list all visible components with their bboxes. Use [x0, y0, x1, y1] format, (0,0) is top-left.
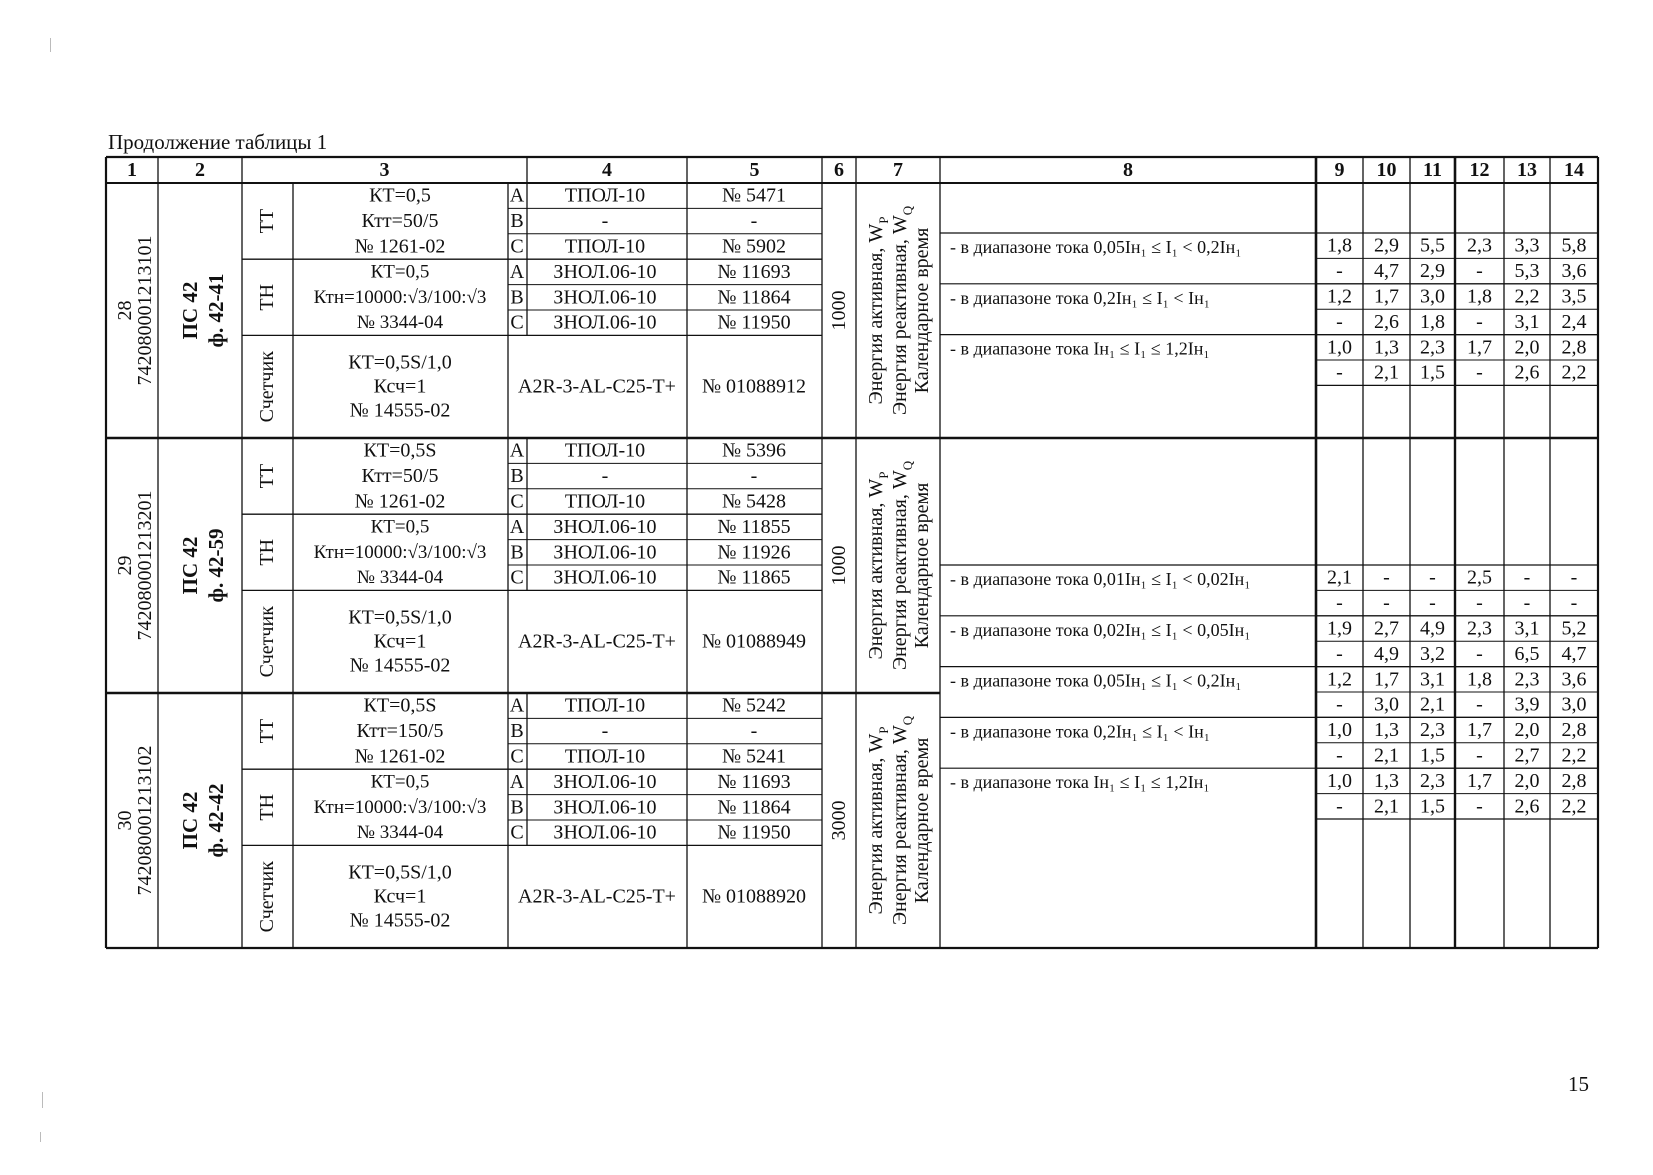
tt-type: -	[601, 720, 609, 743]
accuracy-value: 2,1	[1420, 693, 1445, 716]
row-number: 29	[114, 555, 136, 576]
accuracy-value: 4,9	[1420, 617, 1445, 640]
tt-type: ТПОЛ-10	[564, 745, 646, 768]
column-number: 2	[195, 159, 205, 181]
measure-active: Энергия активная, $W_P$	[865, 471, 891, 660]
accuracy-value: 2,2	[1561, 361, 1587, 384]
tt-serial: -	[750, 210, 758, 233]
accuracy-value: 2,0	[1514, 336, 1540, 359]
tn-label: ТН	[256, 793, 278, 821]
phase-letter: C	[510, 745, 524, 768]
accuracy-value: 5,8	[1561, 234, 1587, 257]
accuracy-value: 4,9	[1374, 642, 1399, 665]
measure-reactive: Энергия реактивная, $W_Q$	[889, 715, 915, 926]
meter-param: Ксч=1	[373, 375, 427, 398]
phase-letter: A	[509, 260, 525, 283]
phase-letter: C	[510, 311, 524, 334]
row-code: 742080001213101	[134, 235, 156, 386]
phase-letter: A	[509, 439, 525, 462]
row-number: 28	[114, 300, 136, 321]
row-number: 30	[114, 810, 136, 831]
column-number: 14	[1564, 159, 1584, 181]
accuracy-value: 1,0	[1327, 719, 1352, 742]
accuracy-value: -	[1570, 592, 1578, 615]
range-label: - в диапазоне тока 0,2Iн₁ ≤ I₁ < Iн₁	[950, 721, 1210, 742]
tn-serial: № 11864	[717, 286, 791, 309]
phase-letter: B	[510, 210, 524, 233]
accuracy-value: 5,2	[1561, 617, 1587, 640]
tt-serial: № 5241	[721, 745, 787, 768]
power-value: 3000	[828, 800, 850, 841]
range-label: - в диапазоне тока 0,05Iн₁ ≤ I₁ < 0,2Iн₁	[950, 670, 1242, 691]
accuracy-value: 1,7	[1374, 668, 1399, 691]
accuracy-value: 1,2	[1327, 668, 1352, 691]
accuracy-value: 2,8	[1561, 719, 1587, 742]
tn-param: № 3344-04	[356, 567, 444, 589]
accuracy-value: 2,9	[1420, 260, 1445, 283]
phase-letter: B	[510, 720, 524, 743]
accuracy-value: -	[1336, 795, 1343, 818]
accuracy-value: -	[1523, 566, 1531, 589]
tt-param: КТ=0,5S	[363, 694, 437, 717]
accuracy-value: 2,2	[1561, 744, 1587, 767]
column-number: 12	[1469, 159, 1490, 181]
meter-serial: № 01088920	[701, 885, 807, 908]
tt-type: -	[601, 465, 609, 488]
tn-serial: № 11926	[717, 541, 791, 564]
substation-name: ПС 42	[178, 791, 202, 850]
measure-reactive: Энергия реактивная, $W_Q$	[889, 460, 915, 671]
tt-type: ТПОЛ-10	[564, 235, 646, 258]
accuracy-value: 5,3	[1514, 260, 1540, 283]
accuracy-value: 1,8	[1420, 310, 1445, 333]
accuracy-value: 1,8	[1467, 285, 1492, 308]
phase-letter: C	[510, 821, 524, 844]
column-number: 3	[379, 159, 390, 181]
range-label: - в диапазоне тока 0,02Iн₁ ≤ I₁ < 0,05Iн₁	[950, 619, 1251, 640]
tt-param: КТ=0,5	[369, 184, 431, 207]
accuracy-value: 1,5	[1420, 744, 1445, 767]
accuracy-value: 2,9	[1374, 234, 1399, 257]
tt-param: Ктт=50/5	[361, 210, 439, 233]
accuracy-value: -	[1383, 592, 1390, 615]
accuracy-value: 2,3	[1467, 234, 1492, 257]
tn-type: ЗНОЛ.06-10	[553, 821, 657, 844]
meter-serial: № 01088949	[701, 630, 807, 653]
accuracy-value: 1,0	[1327, 769, 1352, 792]
accuracy-value: 1,9	[1327, 617, 1352, 640]
accuracy-value: -	[1336, 592, 1343, 615]
tt-param: № 1261-02	[354, 235, 446, 258]
column-number: 11	[1423, 159, 1442, 181]
meter-type: A2R-3-AL-C25-T+	[518, 375, 676, 398]
accuracy-value: 1,2	[1327, 285, 1352, 308]
power-value: 1000	[828, 290, 850, 331]
tn-type: ЗНОЛ.06-10	[553, 286, 657, 309]
column-number: 1	[127, 159, 137, 181]
column-number: 9	[1334, 159, 1345, 181]
phase-letter: A	[509, 770, 525, 793]
tn-type: ЗНОЛ.06-10	[553, 770, 657, 793]
tt-param: № 1261-02	[354, 490, 446, 513]
measure-active: Энергия активная, $W_P$	[865, 216, 891, 405]
tn-type: ЗНОЛ.06-10	[553, 515, 657, 538]
range-label: - в диапазоне тока 0,05Iн₁ ≤ I₁ < 0,2Iн₁	[950, 236, 1242, 257]
accuracy-value: 3,1	[1514, 617, 1540, 640]
power-value: 1000	[828, 545, 850, 586]
accuracy-value: 3,0	[1374, 693, 1399, 716]
accuracy-value: 2,4	[1561, 310, 1587, 333]
measure-time: Календарное время	[911, 482, 933, 649]
meter-serial: № 01088912	[701, 375, 807, 398]
meter-label: Счетчик	[256, 351, 278, 423]
tt-label: ТТ	[256, 718, 278, 744]
accuracy-value: 1,0	[1327, 336, 1352, 359]
tt-serial: № 5471	[721, 184, 787, 207]
tn-param: КТ=0,5	[370, 771, 430, 793]
accuracy-value: 1,5	[1420, 795, 1445, 818]
accuracy-value: -	[1570, 566, 1578, 589]
tn-serial: № 11864	[717, 796, 791, 819]
accuracy-value: 3,3	[1514, 234, 1540, 257]
accuracy-value: 4,7	[1561, 642, 1587, 665]
tn-param: № 3344-04	[356, 312, 444, 334]
substation-name: ПС 42	[178, 281, 202, 340]
meter-type: A2R-3-AL-C25-T+	[518, 630, 676, 653]
accuracy-value: 2,0	[1514, 719, 1540, 742]
accuracy-value: 3,0	[1561, 693, 1587, 716]
accuracy-value: 4,7	[1374, 260, 1399, 283]
accuracy-value: 1,7	[1467, 336, 1492, 359]
accuracy-value: 3,0	[1420, 285, 1445, 308]
accuracy-value: -	[1429, 592, 1436, 615]
accuracy-value: 3,1	[1514, 310, 1540, 333]
tn-serial: № 11865	[717, 566, 791, 589]
column-number: 13	[1517, 159, 1537, 181]
column-number: 10	[1376, 159, 1397, 181]
phase-letter: B	[510, 541, 524, 564]
range-label: - в диапазоне тока Iн₁ ≤ I₁ ≤ 1,2Iн₁	[950, 338, 1210, 359]
accuracy-value: -	[1476, 744, 1483, 767]
column-number: 6	[834, 159, 844, 181]
column-number: 4	[602, 159, 612, 181]
measure-reactive: Энергия реактивная, $W_Q$	[889, 205, 915, 416]
tt-type: -	[601, 210, 609, 233]
tn-type: ЗНОЛ.06-10	[553, 541, 657, 564]
accuracy-value: 2,3	[1467, 617, 1492, 640]
accuracy-value: 3,6	[1561, 260, 1587, 283]
range-label: - в диапазоне тока 0,2Iн₁ ≤ I₁ < Iн₁	[950, 287, 1210, 308]
accuracy-value: 1,3	[1374, 336, 1399, 359]
accuracy-value: 2,7	[1374, 617, 1399, 640]
phase-letter: A	[509, 515, 525, 538]
accuracy-value: 2,8	[1561, 769, 1587, 792]
meter-label: Счетчик	[256, 861, 278, 933]
phase-letter: C	[510, 490, 524, 513]
measure-time: Календарное время	[911, 737, 933, 904]
accuracy-value: -	[1336, 260, 1343, 283]
accuracy-value: 1,8	[1467, 668, 1492, 691]
meter-label: Счетчик	[256, 606, 278, 678]
tn-param: Ктн=10000:√3/100:√3	[313, 541, 487, 563]
accuracy-value: 2,1	[1374, 795, 1399, 818]
accuracy-value: 2,3	[1420, 719, 1445, 742]
tn-type: ЗНОЛ.06-10	[553, 311, 657, 334]
accuracy-value: 3,6	[1561, 668, 1587, 691]
accuracy-value: -	[1476, 795, 1483, 818]
accuracy-value: 3,9	[1514, 693, 1540, 716]
meter-param: КТ=0,5S/1,0	[348, 861, 452, 884]
accuracy-value: 1,7	[1467, 719, 1492, 742]
accuracy-value: -	[1476, 310, 1483, 333]
accuracy-value: 3,5	[1561, 285, 1587, 308]
meter-param: КТ=0,5S/1,0	[348, 351, 452, 374]
accuracy-value: 2,3	[1420, 769, 1445, 792]
phase-letter: A	[509, 184, 525, 207]
accuracy-value: -	[1336, 361, 1343, 384]
column-number: 7	[893, 159, 903, 181]
accuracy-value: 2,1	[1374, 744, 1399, 767]
feeder-name: ф. 42-59	[204, 528, 228, 603]
tn-param: Ктн=10000:√3/100:√3	[313, 796, 487, 818]
meter-type: A2R-3-AL-C25-T+	[518, 885, 676, 908]
accuracy-value: 3,1	[1420, 668, 1445, 691]
tn-serial: № 11950	[717, 821, 791, 844]
tn-type: ЗНОЛ.06-10	[553, 796, 657, 819]
accuracy-value: 2,2	[1561, 795, 1587, 818]
accuracy-value: -	[1336, 642, 1343, 665]
tt-param: КТ=0,5S	[363, 439, 437, 462]
tt-serial: № 5902	[721, 235, 787, 258]
accuracy-value: 2,6	[1374, 310, 1399, 333]
tt-label: ТТ	[256, 208, 278, 234]
phase-letter: B	[510, 286, 524, 309]
substation-name: ПС 42	[178, 536, 202, 595]
accuracy-value: 2,1	[1374, 361, 1399, 384]
accuracy-value: -	[1336, 693, 1343, 716]
meter-param: КТ=0,5S/1,0	[348, 606, 452, 629]
accuracy-value: 5,5	[1420, 234, 1445, 257]
meter-param: Ксч=1	[373, 885, 427, 908]
meter-param: № 14555-02	[349, 909, 451, 932]
tn-type: ЗНОЛ.06-10	[553, 566, 657, 589]
tt-serial: -	[750, 720, 758, 743]
tn-serial: № 11693	[717, 260, 791, 283]
accuracy-value: 2,3	[1420, 336, 1445, 359]
accuracy-value: 2,2	[1514, 285, 1540, 308]
accuracy-value: 6,5	[1514, 642, 1540, 665]
phase-letter: A	[509, 694, 525, 717]
tt-serial: -	[750, 465, 758, 488]
column-number: 8	[1123, 159, 1133, 181]
tt-serial: № 5428	[721, 490, 787, 513]
tn-label: ТН	[256, 283, 278, 311]
tn-type: ЗНОЛ.06-10	[553, 260, 657, 283]
row-code: 742080001213102	[134, 745, 156, 896]
tn-label: ТН	[256, 538, 278, 566]
tt-param: № 1261-02	[354, 745, 446, 768]
row-code: 742080001213201	[134, 490, 156, 641]
tn-serial: № 11950	[717, 311, 791, 334]
tt-param: Ктт=50/5	[361, 465, 439, 488]
tn-param: КТ=0,5	[370, 261, 430, 283]
tt-serial: № 5396	[721, 439, 787, 462]
accuracy-value: 1,5	[1420, 361, 1445, 384]
phase-letter: B	[510, 465, 524, 488]
accuracy-value: -	[1336, 744, 1343, 767]
tn-param: № 3344-04	[356, 822, 444, 844]
accuracy-value: -	[1476, 693, 1483, 716]
tn-serial: № 11693	[717, 770, 791, 793]
meter-param: № 14555-02	[349, 399, 451, 422]
range-label: - в диапазоне тока Iн₁ ≤ I₁ ≤ 1,2Iн₁	[950, 772, 1210, 793]
accuracy-value: -	[1476, 592, 1483, 615]
phase-letter: C	[510, 235, 524, 258]
accuracy-value: -	[1476, 260, 1483, 283]
tt-type: ТПОЛ-10	[564, 439, 646, 462]
range-label: - в диапазоне тока 0,01Iн₁ ≤ I₁ < 0,02Iн₁	[950, 568, 1251, 589]
accuracy-value: 2,0	[1514, 769, 1540, 792]
accuracy-value: 2,5	[1467, 566, 1492, 589]
meter-param: Ксч=1	[373, 630, 427, 653]
accuracy-value: 1,3	[1374, 719, 1399, 742]
phase-letter: B	[510, 796, 524, 819]
tt-serial: № 5242	[721, 694, 787, 717]
tt-label: ТТ	[256, 463, 278, 489]
accuracy-value: -	[1476, 361, 1483, 384]
tn-param: Ктн=10000:√3/100:√3	[313, 286, 487, 308]
measure-active: Энергия активная, $W_P$	[865, 726, 891, 915]
accuracy-value: 2,7	[1514, 744, 1540, 767]
accuracy-value: -	[1476, 642, 1483, 665]
page-number: 15	[1568, 1072, 1589, 1096]
accuracy-value: -	[1336, 310, 1343, 333]
accuracy-value: 1,8	[1327, 234, 1352, 257]
feeder-name: ф. 42-41	[204, 273, 228, 348]
accuracy-value: 2,3	[1514, 668, 1540, 691]
accuracy-value: 1,7	[1374, 285, 1399, 308]
tt-param: Ктт=150/5	[356, 720, 444, 743]
accuracy-value: 1,7	[1467, 769, 1492, 792]
tn-param: КТ=0,5	[370, 516, 430, 538]
tt-type: ТПОЛ-10	[564, 694, 646, 717]
meter-param: № 14555-02	[349, 654, 451, 677]
tt-type: ТПОЛ-10	[564, 184, 646, 207]
accuracy-value: 2,6	[1514, 795, 1540, 818]
accuracy-value: 2,8	[1561, 336, 1587, 359]
accuracy-value: -	[1383, 566, 1390, 589]
column-number: 5	[749, 159, 760, 181]
phase-letter: C	[510, 566, 524, 589]
accuracy-value: 3,2	[1420, 642, 1445, 665]
table-caption: Продолжение таблицы 1	[108, 130, 328, 154]
measure-time: Календарное время	[911, 227, 933, 394]
accuracy-value: -	[1523, 592, 1531, 615]
accuracy-value: 2,1	[1327, 566, 1352, 589]
tt-type: ТПОЛ-10	[564, 490, 646, 513]
feeder-name: ф. 42-42	[204, 783, 228, 858]
tn-serial: № 11855	[717, 515, 791, 538]
accuracy-value: 2,6	[1514, 361, 1540, 384]
accuracy-value: -	[1429, 566, 1436, 589]
accuracy-value: 1,3	[1374, 769, 1399, 792]
